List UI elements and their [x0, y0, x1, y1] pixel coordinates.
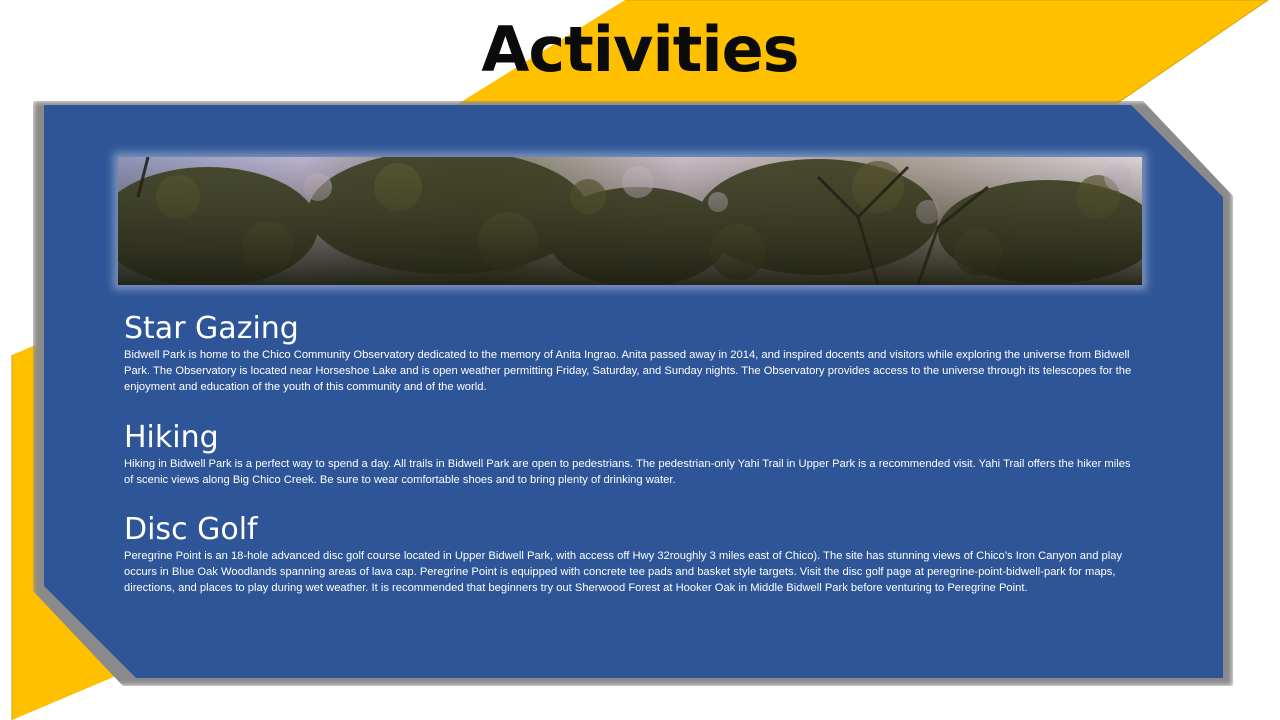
- section-heading: Disc Golf: [124, 512, 258, 547]
- tree-canopy-photo: [118, 157, 1142, 285]
- section-disc-golf: [124, 512, 1142, 596]
- section-body: Peregrine Point is an 18-hole advanced disc golf course located in Upper Bidwell Park, with access off Hwy 32roughly 3 miles east of Chico). The site has stunning views of Chico’s Iron Canyon and play occurs in Blue Oak Woodlands spanning areas of lava cap. Peregrine Point is equipped with concrete tee pads and basket style targets. Visit the disc golf page at peregrine-point-bidwell-park for maps, directions, and places to play during wet weather. It is recommended that beginners try out Sherwood Forest at Hooker Oak in Middle Bidwell Park before venturing to Peregrine Point.: [124, 550, 1123, 594]
- section-hiking: [124, 420, 1142, 488]
- section-heading: Star Gazing: [124, 311, 299, 346]
- section-body: Bidwell Park is home to the Chico Community Observatory dedicated to the memory of Anita Ingrao. Anita passed away in 2014, and inspired docents and visitors while exploring the universe from Bidwell Park. The Observatory is located near Horseshoe Lake and is open weather permitting Friday, Saturday, and Sunday nights. The Observatory provides access to the universe through its telescopes for the enjoyment and education of the youth of this community and of the world.: [124, 349, 1132, 393]
- section-star-gazing: [124, 311, 1142, 395]
- banner-image: [118, 157, 1142, 285]
- section-body: Hiking in Bidwell Park is a perfect way to spend a day. All trails in Bidwell Park are open to pedestrians. The pedestrian-only Yahi Trail in Upper Park is a recommended visit. Yahi Trail offers the hiker miles of scenic views along Big Chico Creek. Be sure to wear comfortable shoes and to bring plenty of drinking water.: [124, 458, 1131, 486]
- slide-title: Activities: [481, 13, 799, 86]
- section-heading: Hiking: [124, 420, 219, 455]
